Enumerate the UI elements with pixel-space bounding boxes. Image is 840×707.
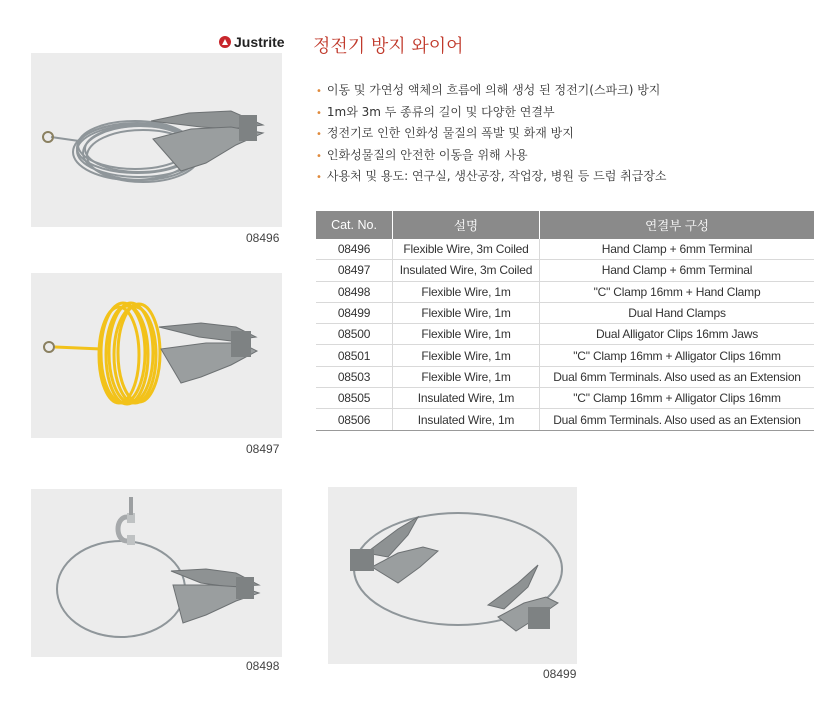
cell-description: Insulated Wire, 3m Coiled (393, 260, 540, 281)
product-photo-08497 (31, 273, 282, 438)
bullet-dot-icon: • (316, 107, 322, 119)
table-header-row (316, 211, 814, 239)
cell-connection: "C" Clamp 16mm + Alligator Clips 16mm (540, 388, 815, 409)
column-header-connection: 연결부 구성 (540, 211, 815, 239)
feature-list (316, 80, 667, 188)
photo-caption: 08496 (246, 231, 280, 245)
cell-cat-no: 08498 (316, 281, 393, 302)
table-row (316, 324, 814, 345)
spec-table (316, 211, 814, 431)
table-row (316, 409, 814, 430)
cell-description: Flexible Wire, 1m (393, 324, 540, 345)
cell-connection: Dual Alligator Clips 16mm Jaws (540, 324, 815, 345)
cell-description: Insulated Wire, 1m (393, 409, 540, 430)
cell-description: Flexible Wire, 1m (393, 366, 540, 387)
cell-description: Flexible Wire, 1m (393, 281, 540, 302)
column-header-description: 설명 (393, 211, 540, 239)
list-item: • 정전기로 인한 인화성 물질의 폭발 및 화재 방지 (316, 126, 574, 140)
table-row (316, 302, 814, 323)
bullet-dot-icon: • (316, 172, 322, 183)
cell-connection: Dual 6mm Terminals. Also used as an Extension (540, 409, 815, 430)
cell-cat-no: 08501 (316, 345, 393, 366)
table-row (316, 345, 814, 366)
table-row (316, 239, 814, 260)
photo-caption: 08498 (246, 659, 280, 673)
list-item: • 인화성물질의 안전한 이동을 위해 사용 (316, 147, 528, 162)
brand-name: Justrite (234, 34, 285, 50)
bullet-dot-icon: • (316, 86, 322, 97)
cell-connection: Hand Clamp + 6mm Terminal (540, 239, 815, 260)
cell-description: Flexible Wire, 3m Coiled (393, 239, 540, 260)
list-item: • 1m와 3m 두 종류의 길이 및 다양한 연결부 (316, 104, 555, 119)
list-item: • 사용처 및 용도: 연구실, 생산공장, 작업장, 병원 등 드럼 취급장소 (316, 169, 667, 183)
cell-cat-no: 08499 (316, 302, 393, 323)
cell-connection: Dual Hand Clamps (540, 302, 815, 323)
product-photo-08496 (31, 53, 282, 227)
cell-connection: "C" Clamp 16mm + Hand Clamp (540, 281, 815, 302)
cell-connection: Hand Clamp + 6mm Terminal (540, 260, 815, 281)
photo-caption: 08499 (543, 667, 577, 681)
bullet-dot-icon: • (316, 129, 322, 140)
cell-cat-no: 08506 (316, 409, 393, 430)
cell-description: Flexible Wire, 1m (393, 345, 540, 366)
cell-cat-no: 08496 (316, 239, 393, 260)
cell-cat-no: 08500 (316, 324, 393, 345)
cell-connection: Dual 6mm Terminals. Also used as an Extension (540, 366, 815, 387)
brand-logo (219, 34, 285, 50)
bullet-dot-icon: • (316, 150, 322, 162)
cell-description: Flexible Wire, 1m (393, 302, 540, 323)
column-header-cat-no: Cat. No. (316, 211, 393, 239)
cell-connection: "C" Clamp 16mm + Alligator Clips 16mm (540, 345, 815, 366)
photo-caption: 08497 (246, 442, 280, 456)
list-item: • 이동 및 가연성 액체의 흐름에 의해 생성 된 정전기(스파크) 방지 (316, 83, 661, 97)
product-photo-08498 (31, 489, 282, 657)
cell-description: Insulated Wire, 1m (393, 388, 540, 409)
table-row (316, 366, 814, 387)
table-row (316, 388, 814, 409)
cell-cat-no: 08505 (316, 388, 393, 409)
table-row (316, 260, 814, 281)
justrite-flame-logo (219, 36, 231, 48)
product-photo-08499 (328, 487, 577, 664)
table-row (316, 281, 814, 302)
page-title: 정전기 방지 와이어 (313, 36, 464, 57)
cell-cat-no: 08497 (316, 260, 393, 281)
cell-cat-no: 08503 (316, 366, 393, 387)
